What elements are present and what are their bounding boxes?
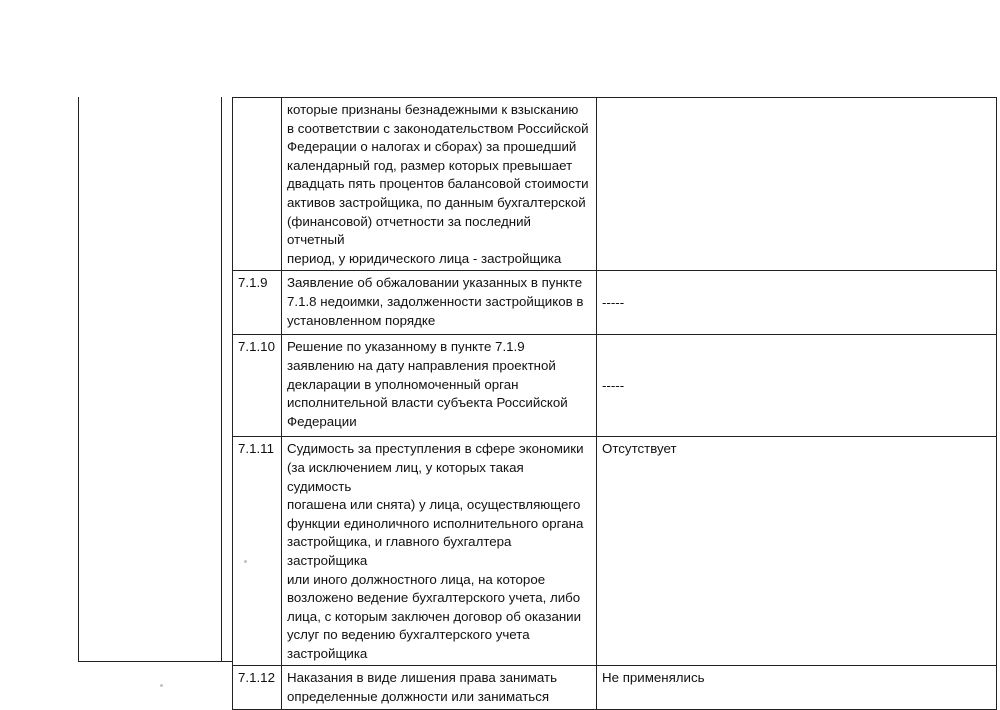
row-number — [233, 98, 282, 271]
row-value: Отсутствует — [597, 437, 997, 666]
scan-speck — [244, 560, 247, 563]
row-description: Судимость за преступления в сфере экономики (за исключением лиц, у которых такая судимость погашена или снята) у лица, осуществляющего функции единоличного исполнительного органа застройщика, и главного бухгалтера застройщика или иного должностного лица, на которое возложено ведение бухгалтерского учета, либо лица, с которым заключен договор об оказании услуг по ведению бухгалтерского учета застройщика — [282, 437, 597, 666]
row-number: 7.1.10 — [233, 335, 282, 437]
outer-table-left-border — [78, 97, 79, 662]
row-description: которые признаны безнадежными к взысканию в соответствии с законодательством Российской Федерации о налогах и сборах) за прошедший календарный год, размер которых превышает двадцать пять процентов балансовой стоимости активов застройщика, по данным бухгалтерской (финансовой) отчетности за последний отчетный период, у юридического лица - застройщика — [282, 98, 597, 271]
table-row — [233, 666, 997, 710]
row-number: 7.1.12 — [233, 666, 282, 710]
row-description: Заявление об обжаловании указанных в пункте 7.1.8 недоимки, задолженности застройщиков в установленном порядке — [282, 271, 597, 335]
row-number: 7.1.9 — [233, 271, 282, 335]
row-value: ----- — [597, 335, 997, 437]
row-number: 7.1.11 — [233, 437, 282, 666]
declaration-table — [232, 97, 997, 710]
outer-table-divider — [221, 97, 222, 662]
row-description: Наказания в виде лишения права занимать определенные должности или заниматься — [282, 666, 597, 710]
row-description: Решение по указанному в пункте 7.1.9 заявлению на дату направления проектной декларации в уполномоченный орган исполнительной власти субъекта Российской Федерации — [282, 335, 597, 437]
table-row — [233, 98, 997, 271]
table-row — [233, 271, 997, 335]
outer-table-bottom-border — [78, 661, 233, 662]
row-value: ----- — [597, 271, 997, 335]
table-row — [233, 437, 997, 666]
row-value — [597, 98, 997, 271]
scan-speck — [160, 684, 163, 687]
table-row — [233, 335, 997, 437]
row-value: Не применялись — [597, 666, 997, 710]
